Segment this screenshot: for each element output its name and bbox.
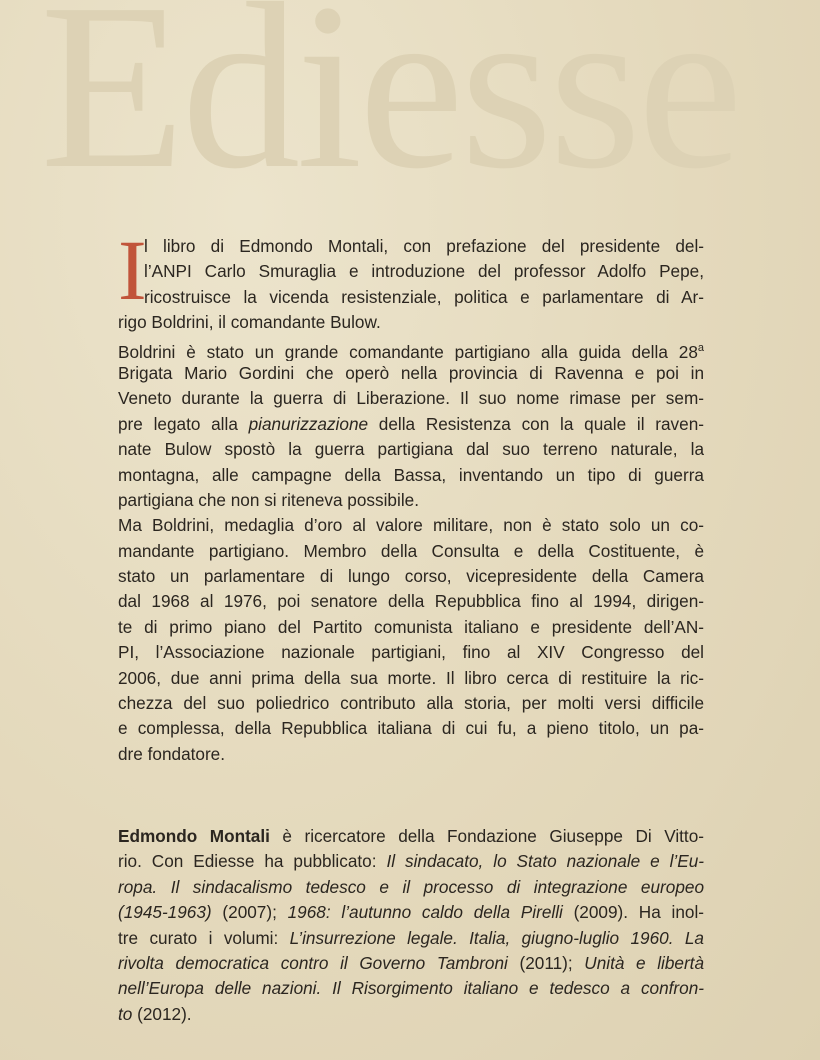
text-segment: (2007);	[211, 902, 288, 923]
book-title: Il sindacato, lo Stato nazionale e l’Eu-	[386, 851, 704, 872]
text-line	[118, 336, 704, 361]
text-line: Veneto durante la guerra di Liberazione. Il suo nome rimase per sem-	[118, 388, 704, 409]
text-line: e complessa, della Repubblica italiana di cui fu, a pieno titolo, un pa-	[118, 718, 704, 739]
book-title: L’insurrezione legale. Italia, giugno-luglio 1960. La	[289, 927, 704, 948]
description-text	[118, 222, 704, 767]
book-title: to	[118, 1003, 133, 1024]
publisher-watermark: Ediesse	[40, 0, 740, 218]
text-line	[118, 900, 704, 925]
text-line: partigiana che non si riteneva possibile.	[118, 489, 419, 510]
text-line: l’ANPI Carlo Smuraglia e introduzione del professor Adolfo Pepe,	[144, 261, 704, 282]
book-title: (1945-1963)	[118, 902, 212, 923]
book-title: 1968: l’autunno caldo della Pirelli	[287, 902, 563, 923]
text-line: rigo Boldrini, il comandante Bulow.	[118, 312, 381, 333]
author-bio	[118, 824, 704, 1027]
text-line: stato un parlamentare di lungo corso, vicepresidente della Camera	[118, 566, 704, 587]
text-segment: Boldrini è stato un grande comandante partigiano alla guida della 28	[118, 341, 698, 361]
text-segment: rio. Con Ediesse ha pubblicato:	[118, 851, 387, 872]
text-line	[118, 926, 704, 951]
text-line	[118, 951, 704, 976]
book-title: nell’Europa delle nazioni. Il Risorgimento italiano e tedesco a confron-	[118, 978, 704, 999]
text-line: dre fondatore.	[118, 743, 226, 764]
text-segment: della Resistenza con la quale il raven-	[368, 413, 704, 434]
intro-paragraph-end	[118, 310, 704, 335]
superscript: a	[697, 341, 704, 354]
text-line	[118, 1002, 704, 1027]
text-segment: tre curato i volumi:	[118, 927, 290, 948]
text-line: te di primo piano del Partito comunista italiano e presidente dell’AN-	[118, 616, 704, 637]
history-paragraph	[118, 336, 704, 514]
text-segment: pre legato alla	[118, 413, 249, 434]
text-line: 2006, due anni prima della sua morte. Il libro cerca di restituire la ric-	[118, 667, 704, 688]
text-line: montagna, alle campagne della Bassa, inventando un tipo di guerra	[118, 464, 704, 485]
text-line	[118, 875, 704, 900]
text-line: Brigata Mario Gordini che operò nella provincia di Ravenna e poi in	[118, 362, 704, 383]
text-segment: (2011);	[507, 952, 585, 973]
text-line: chezza del suo poliedrico contributo alla storia, per molti versi difficile	[118, 693, 704, 714]
text-line: ricostruisce la vicenda resistenziale, politica e parlamentare di Ar-	[144, 286, 704, 307]
intro-paragraph	[118, 222, 704, 318]
italic-term: pianurizzazione	[248, 413, 369, 434]
text-segment: (2009). Ha inol-	[562, 902, 704, 923]
text-line: l libro di Edmondo Montali, con prefazione del presidente del-	[144, 236, 704, 256]
career-paragraph	[118, 513, 704, 767]
book-title: rivolta democratica contro il Governo Tambroni	[118, 952, 508, 973]
text-segment: è ricercatore della Fondazione Giuseppe Di Vitto-	[269, 826, 704, 846]
text-line: nate Bulow spostò la guerra partigiana dal suo terreno naturale, la	[118, 439, 704, 460]
text-line: Ma Boldrini, medaglia d’oro al valore militare, non è stato solo un co-	[118, 515, 704, 536]
text-line	[118, 976, 704, 1001]
text-line	[118, 412, 704, 437]
text-line: dal 1968 al 1976, poi senatore della Repubblica fino al 1994, dirigen-	[118, 591, 704, 612]
text-line	[118, 849, 704, 874]
author-name: Edmondo Montali	[118, 826, 270, 846]
text-line: PI, l’Associazione nazionale partigiani, fino al XIV Congresso del	[118, 642, 704, 663]
book-title: ropa. Il sindacalismo tedesco e il processo di integrazione europeo	[118, 876, 704, 897]
drop-cap: I	[118, 222, 147, 318]
text-segment: (2012).	[132, 1003, 192, 1024]
text-line: mandante partigiano. Membro della Consulta e della Costituente, è	[118, 540, 704, 561]
book-title: Unità e libertà	[584, 952, 704, 973]
text-line	[118, 824, 704, 849]
